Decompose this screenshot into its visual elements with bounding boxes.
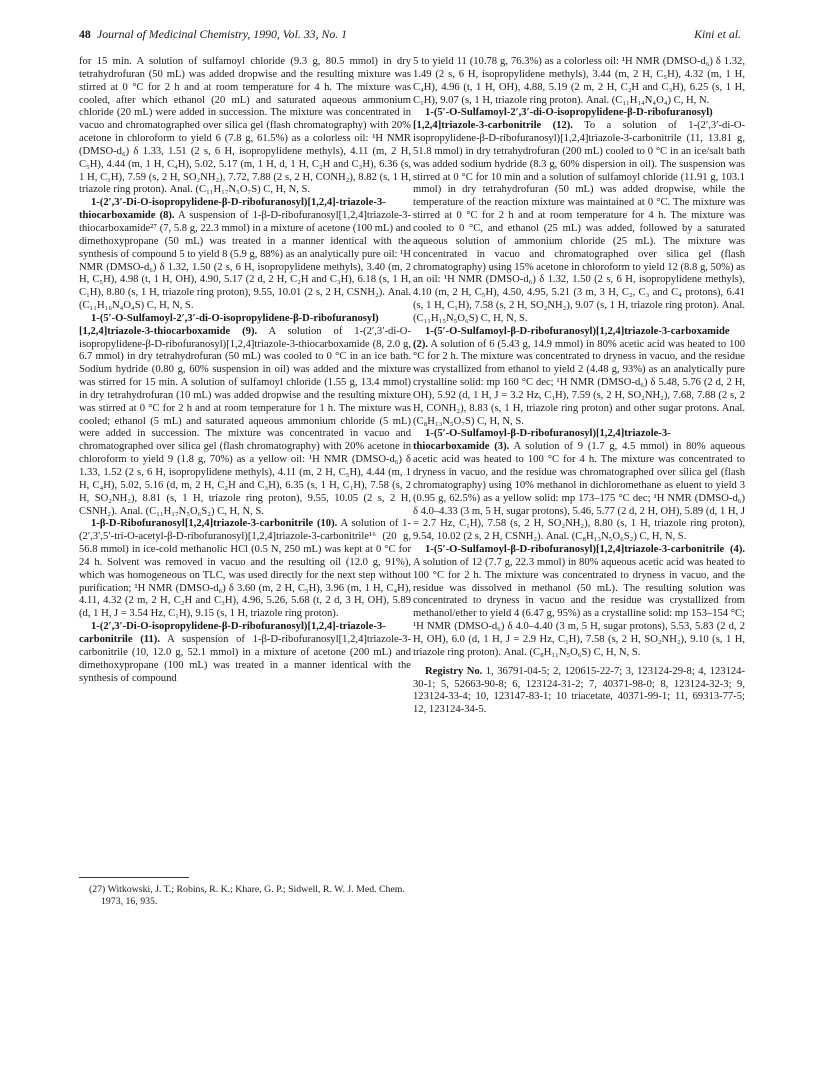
running-authors: Kini et al.	[694, 27, 741, 41]
compound-3-title: 1-(5′-O-Sulfamoyl-β-D-ribofuranosyl)[1,2,4]triazole-3-thiocarboxamide (3).	[413, 428, 671, 453]
compound-10-title: 1-β-D-Ribofuranosyl[1,2,4]triazole-3-carbonitrile (10).	[91, 518, 338, 530]
compound-10-text: A solution of 1-(2′,3′,5′-tri-O-acetyl-β-D-ribofuranosyl)[1,2,4]triazole-3-carbonitrile¹⁶ (20 g, 56.8 mmol) in ice-cold methanolic HCl (0.5 N, 250 mL) was kept at 0 °C for 24 h. Solvent was removed in vacuo and the resulting oil (12.0 g, 91%), which was homogeneous on TLC, was used directly for the next step without purification; ¹H NMR (DMSO-d₆) δ 3.60 (m, 2 H, C₅H), 3.96 (m, 1 H, C₄H), 4.11, 4.32 (2 m, 2 H, C₂H and C₃H), 4.96, 5.26, 5.68 (t, 2 d, 3 H, OH), 5.89 (d, 1 H, J = 3.54 Hz, C₁H), 9.15 (s, 1 H, triazole ring proton).	[79, 518, 411, 620]
compound-3-text: A solution of 9 (1.7 g, 4.5 mmol) in 80% aqueous acetic acid was heated to 100 °C for 4 h. The mixture was concentrated to dryness in vacuo, and the residue was chromatographed over silica gel (flash chromatography) using 10% methanol in dichloromethane as eluent to yield 3 (0.95 g, 62.5%) as a yellow solid: mp 173–175 °C dec; ¹H NMR (DMSO-d₆) δ 4.0–4.33 (3 m, 5 H, sugar protons), 5.46, 5.77 (2 d, 2 H, OH), 5.89 (d, 1 H, J = 2.7 Hz, C₁H), 7.58 (s, 2 H, SO₂NH₂), 8.80 (s, 1 H, triazole ring proton), 9.54, 10.02 (2 s, 2 H, CSNH₂). Anal. (C₈H₁₃N₅O₆S₂) C, H, N, S.	[413, 441, 745, 543]
registry-title: Registry No.	[425, 665, 483, 677]
paragraph-compound-11-cont: 5 to yield 11 (10.78 g, 76.3%) as a colorless oil: ¹H NMR (DMSO-d₆) δ 1.32, 1.49 (2 s, 6 H, isopropylidene methyls), 3.44 (m, 2 H, C₅H), 4.32 (m, 1 H, C₄H), 4.96 (t, 1 H, OH), 4.88, 5.19 (2 m, 2 H, C₂H and C₃H), 6.25 (s, 1 H, C₁H), 9.07 (s, 1 H, triazole ring proton). Anal. (C₁₁H₁₄N₄O₄) C, H, N.	[413, 56, 745, 106]
right-column	[413, 56, 745, 717]
footnote	[79, 884, 411, 908]
compound-12-title: 1-(5′-O-Sulfamoyl-2′,3′-di-O-isopropylidene-β-D-ribofuranosyl)[1,2,4]triazole-3-carbonitrile (12).	[413, 107, 713, 132]
registry-numbers	[413, 666, 745, 717]
compound-8-text: A suspension of 1-β-D-ribofuranosyl[1,2,4]triazole-3-thiocarboxamide²⁷ (7, 5.8 g, 22.3 mmol) in a mixture of acetone (100 mL) and dimethoxypropane (50 mL) was treated in a manner identical with the synthesis of compound 5 to yield 8 (5.9 g, 88%) as an analytically pure oil: ¹H NMR (DMSO-d₆) δ 1.32, 1.50 (2 s, 6 H, isopropylidene methyls), 3.40 (m, 2 H, C₅H), 4.98 (t, 1 H, OH), 4.90, 5.17 (2 d, 2 H, C₂H and C₃H), 6.18 (s, 1 H, C₁H), 8.80 (s, 1 H, triazole ring proton), 9.55, 10.01 (2 s, 2 H, CSNH₂). Anal. (C₁₁H₁₆N₄O₄S) C, H, N, S.	[79, 210, 412, 312]
footnote-27: (27) Witkowski, J. T.; Robins, R. K.; Khare, G. P.; Sidwell, R. W. J. Med. Chem. 1973, 16, 935.	[89, 884, 405, 907]
paragraph-compound-6: for 15 min. A solution of sulfamoyl chloride (9.3 g, 80.5 mmol) in dry tetrahydrofuran (50 mL) was added dropwise and the resulting mixture was stirred at 0 °C for 2 h and at room temperature for 4 h. The mixture was cooled, after which ethanol (20 mL) and saturated aqueous ammonium chloride (20 mL) were added in succession. The mixture was concentrated in vacuo and chromatographed over silica gel (flash chromatography) with 20% acetone in chloroform to yield 6 (7.8 g, 61.5%) as a colorless oil: ¹H NMR (DMSO-d₆) δ 1.33, 1.51 (2 s, 6 H, isopropylidene methyls), 4.11 (m, 2 H, C₅H), 4.44 (m, 1 H, C₄H), 5.02, 5.17 (m, 1 H, d, 1 H, C₂H and C₃H), 6.36 (s, 1 H, C₁H), 7.59 (s, 2 H, SO₂NH₂), 7.72, 7.88 (2 s, 2 H, CONH₂), 8.82 (s, 1 H, triazole ring proton). Anal. (C₁₁H₁₇N₅O₇S) C, H, N, S.	[79, 56, 411, 196]
paragraph-compound-12	[413, 107, 745, 325]
paragraph-compound-9	[79, 313, 411, 519]
footnote-divider	[79, 877, 189, 878]
left-column	[79, 56, 411, 685]
compound-9-title: 1-(5′-O-Sulfamoyl-2′,3′-di-O-isopropylidene-β-D-ribofuranosyl)[1,2,4]triazole-3-thiocarboxamide (9).	[79, 312, 379, 337]
compound-11-text: A suspension of 1-β-D-ribofuranosyl[1,2,4]triazole-3-carbonitrile (10, 12.0 g, 52.1 mmol) in a mixture of acetone (200 mL) and dimethoxypropane (100 mL) was treated in a manner identical with the synthesis of compound	[79, 633, 412, 684]
compound-4-title: 1-(5′-O-Sulfamoyl-β-D-ribofuranosyl)[1,2,4]triazole-3-carbonitrile (4).	[425, 544, 745, 556]
paragraph-compound-11	[79, 621, 411, 685]
compound-11-title: 1-(2′,3′-Di-O-isopropylidene-β-D-ribofuranosyl)[1,2,4]-triazole-3-carbonitrile (11).	[79, 621, 386, 645]
registry-text: 1, 36791-04-5; 2, 120615-22-7; 3, 123124-29-8; 4, 123124-30-1; 5, 52663-90-8; 6, 123124-31-2; 7, 40371-98-0; 8, 123124-32-3; 9, 123124-33-4; 10, 123147-83-1; 10 triacetate, 40371-99-1; 11, 69313-77-5; 12, 123124-34-5.	[413, 665, 745, 716]
compound-4-text: A solution of 12 (7.7 g, 22.3 mmol) in 80% aqueous acetic acid was heated to 100 °C for 2 h. The mixture was concentrated to dryness in vacuo, and the residue was dissolved in methanol (50 mL). The resulting solution was concentrated to dryness in vacuo and the residue was crystallized from methanol/ether to yield 4 (6.47 g, 95%) as a crystalline solid: mp 153–154 °C; ¹H NMR (DMSO-d₆) δ 4.0–4.40 (3 m, 5 H, sugar protons), 5.53, 5.83 (2 d, 2 H, OH), 6.0 (d, 1 H, J = 2.9 Hz, C₁H), 7.58 (s, 2 H, SO₂NH₂), 9.10 (s, 1 H, triazole ring proton). Anal. (C₈H₁₁N₅O₆S) C, H, N, S.	[413, 556, 745, 658]
compound-9-text: A solution of 1-(2′,3′-di-O-isopropylidene-β-D-ribofuranosyl)[1,2,4]triazole-3-thiocarboxamide (8, 2.0 g, 6.7 mmol) in dry tetrahydrofuran (50 mL) was cooled to 0 °C in an ice bath. Sodium hydride (0.80 g, 60% suspension in oil) was added and the mixture was stirred for 15 min. A solution of sulfamoyl chloride (1.55 g, 13.4 mmol) in dry tetrahydrofuran (10 mL) was added dropwise and the resulting mixture was stirred at 0 °C for 2 h and at room temperature for 1 h. The mixture was cooled; ethanol (5 mL) and saturated aqueous ammonium chloride (5 mL) were added in succession. The mixture was concentrated in vacuo and chromatographed over silica gel (flash chromatography) with 20% acetone in chloroform to yield 9 (1.8 g, 70%) as a yellow oil: ¹H NMR (DMSO-d₆) δ 1.33, 1.52 (2 s, 6 H, isopropylidene methyls), 4.11 (m, 2 H, C₅H), 4.44 (m, 1 H, C₄H), 5.02, 5.16 (d, m, 2 H, C₂H and C₃H), 6.35 (s, 1 H, C₁H), 7.58 (s, 2 H, SO₂NH₂), 8.81 (s, 1 H, triazole ring proton), 9.55, 10.05 (2 s, 2 H, CSNH₂). Anal. (C₁₁H₁₇N₅O₆S₂) C, H, N, S.	[79, 325, 411, 517]
compound-8-title: 1-(2′,3′-Di-O-isopropylidene-β-D-ribofuranosyl)[1,2,4]-triazole-3-thiocarboxamide (8).	[79, 197, 386, 222]
page-number: 48	[79, 27, 91, 41]
paragraph-compound-4	[413, 544, 745, 660]
compound-12-text: To a solution of 1-(2′,3′-di-O-isopropylidene-β-D-ribofuranosyl)[1,2,4]triazole-3-carbonitrile (11, 13.81 g, 51.8 mmol) in dry tetrahydrofuran (200 mL) cooled to 0 °C in an ice/salt bath was added sodium hydride (8.3 g, 60% dispersion in oil). The suspension was stirred at 0 °C for 10 min and a solution of sulfamoyl chloride (11.91 g, 103.1 mmol) in dry tetrahydrofuran (50 mL) was added dropwise, while the temperature of the reaction mixture was maintained at 0 °C. The mixture was stirred at 0 °C for 2 h and at room temperature for 4 h. The mixture was cooled to 0 °C, and ethanol (25 mL) was added, followed by a saturated aqueous solution of ammonium chloride (25 mL). The mixture was concentrated in vacuo and chromatographed over silica gel (flash chromatography) using 15% acetone in chloroform to yield 12 (8.8 g, 50%) as an oil: ¹H NMR (DMSO-d₆) δ 1.32, 1.50 (2 s, 6 H, isopropylidene methyls), 4.10 (m, 2 H, C₅H), 4.50, 4.95, 5.21 (3 m, 3 H, C₂, C₃ and C₄ protons), 6.41 (s, 1 H, C₁H), 7.58 (s, 2 H, SO₂NH₂), 9.07 (s, 1 H, triazole ring proton). Anal. (C₁₁H₁₅N₅O₆S) C, H, N, S.	[413, 120, 746, 324]
paragraph-compound-3	[413, 428, 745, 544]
paragraph-compound-10	[79, 518, 411, 621]
paragraph-compound-2	[413, 326, 745, 429]
compound-2-title: 1-(5′-O-Sulfamoyl-β-D-ribofuranosyl)[1,2,4]triazole-3-carboxamide (2).	[413, 325, 730, 350]
compound-2-text: A solution of 6 (5.43 g, 14.9 mmol) in 80% acetic acid was heated to 100 °C for 2 h. The mixture was concentrated to dryness in vacuo, and the residue was crystallized from ethanol to yield 2 (4.48 g, 93%) as an analytically pure crystalline solid: mp 160 °C dec; ¹H NMR (DMSO-d₆) δ 5.48, 5.76 (2 d, 2 H, OH), 5.92 (d, 1 H, J = 3.2 Hz, C₁H), 7.59 (s, 2 H, SO₂NH₂), 7.68, 7.88 (2 s, 2 H, CONH₂), 8.83 (s, 1 H, triazole ring proton) and other sugar protons. Anal. (C₈H₁₃N₅O₇S) C, H, N, S.	[413, 338, 745, 427]
journal-citation: Journal of Medicinal Chemistry, 1990, Vol. 33, No. 1	[97, 27, 348, 41]
page-header	[79, 27, 741, 45]
paragraph-compound-8	[79, 197, 411, 313]
